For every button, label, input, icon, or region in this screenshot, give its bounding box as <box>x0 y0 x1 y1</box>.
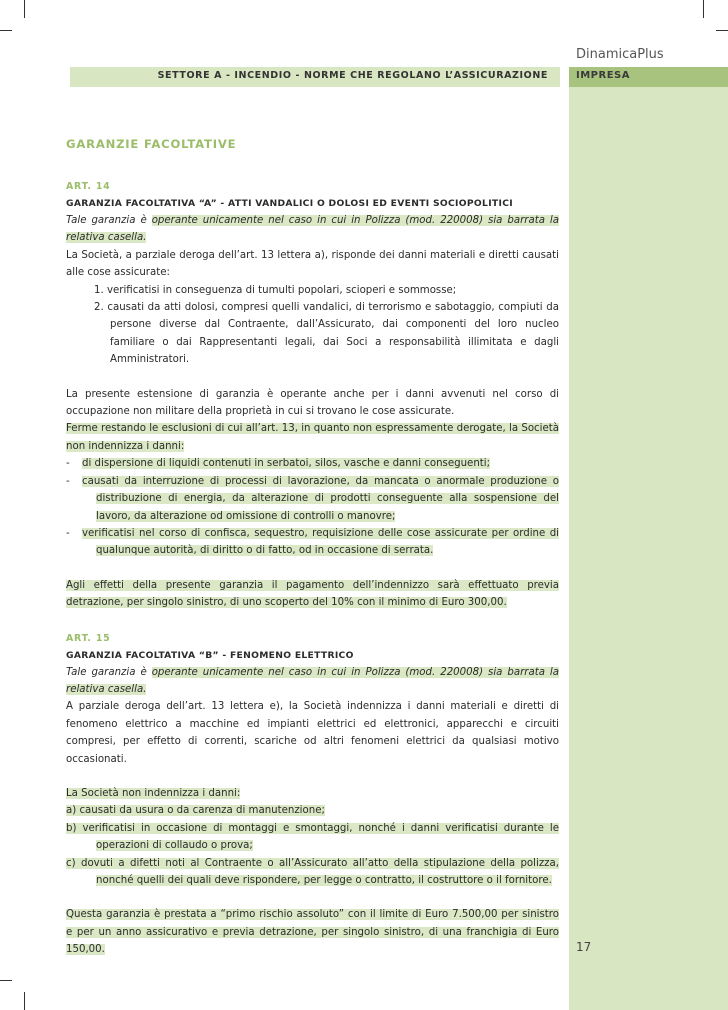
highlight: Ferme restando le esclusioni di cui all’art. 13, in quanto non espressamente derogate, la Società non indennizza i danni: <box>66 423 559 452</box>
highlight: operante unicamente nel caso in cui in Polizza (mod. 220008) sia barrata la relativa casella. <box>66 215 559 244</box>
spacer <box>66 560 559 577</box>
list-item: 1. verificatisi in conseguenza di tumulti popolari, scioperi e sommosse; <box>94 284 457 296</box>
spacer <box>66 369 559 386</box>
crop-mark <box>716 30 728 31</box>
list-item: - causati da interruzione di processi di lavorazione, da mancata o anormale produzione o distribuzione di energia, da alterazione di prodotti conseguente alla sospensione del lavoro, da alterazione od omissione di controlli o manovre; <box>66 475 559 522</box>
paragraph <box>66 420 559 455</box>
list-item: a) causati da usura o da carenza di manutenzione; <box>66 805 325 817</box>
paragraph: A parziale deroga dell’art. 13 lettera e), la Società indennizza i danni materiali e diretti di fenomeno elettrico a macchine ed impianti elettrici ed elettronici, apparecchi e circuiti compresi, per effetto di correnti, scariche od altri fenomeni elettrici da qualsiasi motivo occasionati. <box>66 701 559 765</box>
highlight: La Società non indennizza i danni: <box>66 787 241 799</box>
list-item: - verificatisi nel corso di confisca, sequestro, requisizione delle cose assicurate per ordine di qualunque autorità, di diritto o di fatto, od in occasione di serrata. <box>66 527 559 557</box>
crop-mark <box>24 992 25 1010</box>
paragraph <box>66 906 559 958</box>
paragraph: La Società, a parziale deroga dell’art. 13 lettera a), risponde dei danni materiali e diretti causati alle cose assicurate: <box>66 249 559 279</box>
article-note: Tale garanzia è operante unicamente nel caso in cui in Polizza (mod. 220008) sia barrata la relativa casella. <box>66 215 559 244</box>
side-tab <box>569 67 728 87</box>
paragraph: La presente estensione di garanzia è operante anche per i danni avvenuti nel corso di occupazione non militare della proprietà in cui si trovano le cose assicurate. <box>66 388 559 418</box>
crop-mark <box>24 0 25 18</box>
highlight: Questa garanzia è prestata a “primo rischio assoluto” con il limite di Euro 7.500,00 per sinistro e per un anno assicurativo e previa detrazione, per singolo sinistro, di una franchigia di Euro 150,00. <box>66 909 559 956</box>
page-number: 17 <box>576 940 592 954</box>
section-title: GARANZIE FACOLTATIVE <box>66 137 237 151</box>
crop-mark <box>703 0 704 18</box>
paragraph <box>66 577 559 612</box>
header-title: SETTORE A - INCENDIO - NORME CHE REGOLANO L’ASSICURAZIONE <box>157 70 548 81</box>
list-item: - di dispersione di liquidi contenuti in serbatoi, silos, vasche e danni conseguenti; <box>66 458 491 470</box>
exclusions-list <box>66 802 559 889</box>
spacer <box>66 889 559 906</box>
document-body <box>66 134 559 959</box>
side-column <box>569 67 728 1010</box>
numbered-list <box>66 282 559 369</box>
spacer <box>66 768 559 785</box>
highlight: operante unicamente nel caso in cui in Polizza (mod. 220008) sia barrata la relativa casella. <box>66 666 559 695</box>
exclusions-list <box>66 455 559 559</box>
article-title: GARANZIA FACOLTATIVA “B” - FENOMENO ELETTRICO <box>66 649 354 661</box>
crop-mark <box>0 980 12 981</box>
brand-name: DinamicaPlus <box>576 47 664 62</box>
list-item: c) dovuti a difetti noti al Contraente o all’Assicurato all’atto della stipulazione della polizza, nonché quelli dei quali deve rispondere, per legge o contratto, il costruttore o il fornitore. <box>66 857 559 886</box>
article-label: ART. 15 <box>66 632 111 644</box>
side-label: IMPRESA <box>576 70 630 81</box>
article-note: Tale garanzia è operante unicamente nel caso in cui in Polizza (mod. 220008) sia barrata la relativa casella. <box>66 666 559 695</box>
spacer <box>66 612 559 630</box>
article-title: GARANZIA FACOLTATIVA “A” - ATTI VANDALICI O DOLOSI ED EVENTI SOCIOPOLITICI <box>66 198 513 209</box>
paragraph <box>66 785 559 802</box>
highlight: Agli effetti della presente garanzia il pagamento dell’indennizzo sarà effettuato previa detrazione, per singolo sinistro, di uno scoperto del 10% con il minimo di Euro 300,00. <box>66 579 559 609</box>
list-item: 2. causati da atti dolosi, compresi quelli vandalici, di terrorismo e sabotaggio, compiuti da persone diverse dal Contraente, dall’Assicurato, dai componenti del loro nucleo familiare o dai Rappresentanti legali, dai Soci a responsabilità illimitata e dagli Amministratori. <box>94 302 559 366</box>
article-label: ART. 14 <box>66 181 111 192</box>
crop-mark <box>0 30 12 31</box>
list-item: b) verificatisi in occasione di montaggi e smontaggi, nonché i danni verificatisi durante le operazioni di collaudo o prova; <box>66 822 559 852</box>
header-bar <box>70 67 560 87</box>
